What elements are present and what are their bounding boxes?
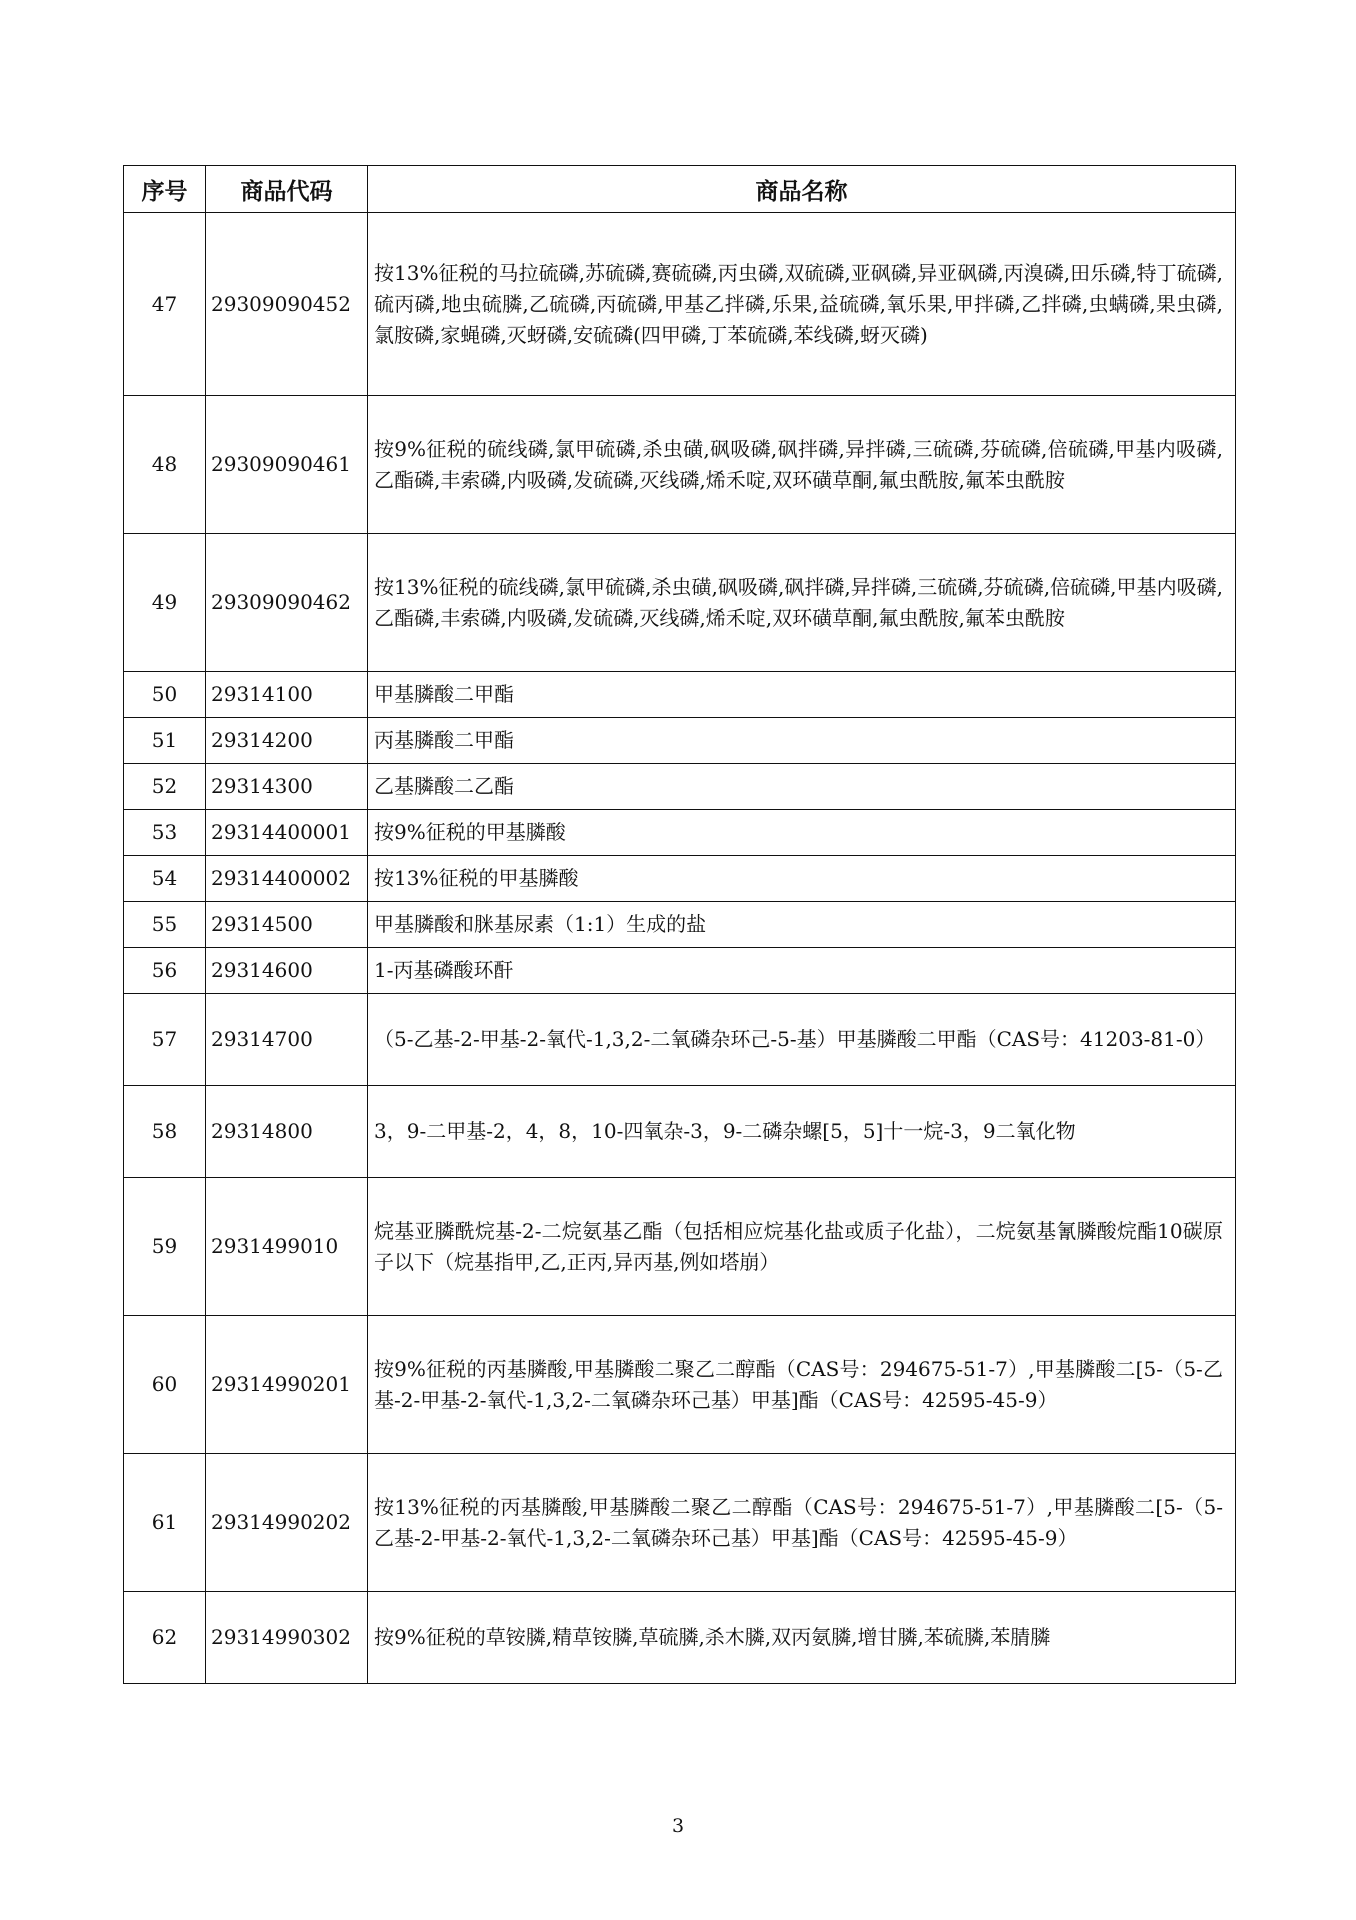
header-row bbox=[124, 166, 1236, 213]
row-name: 乙基膦酸二乙酯 bbox=[368, 764, 1236, 810]
row-name: 按9%征税的甲基膦酸 bbox=[368, 810, 1236, 856]
table-row bbox=[124, 213, 1236, 396]
table-row bbox=[124, 718, 1236, 764]
row-seq: 55 bbox=[124, 902, 206, 948]
row-seq: 60 bbox=[124, 1316, 206, 1454]
row-name: 烷基亚膦酰烷基-2-二烷氨基乙酯（包括相应烷基化盐或质子化盐），二烷氨基氰膦酸烷酯10碳原子以下（烷基指甲,乙,正丙,异丙基,例如塔崩） bbox=[368, 1178, 1236, 1316]
row-seq: 48 bbox=[124, 396, 206, 534]
table-row bbox=[124, 810, 1236, 856]
table-row bbox=[124, 1592, 1236, 1684]
row-seq: 59 bbox=[124, 1178, 206, 1316]
row-seq: 57 bbox=[124, 994, 206, 1086]
row-name: 3，9-二甲基-2，4，8，10-四氧杂-3，9-二磷杂螺[5，5]十一烷-3，9二氧化物 bbox=[368, 1086, 1236, 1178]
row-name: 按13%征税的丙基膦酸,甲基膦酸二聚乙二醇酯（CAS号：294675-51-7）,甲基膦酸二[5-（5-乙基-2-甲基-2-氧代-1,3,2-二氧磷杂环己基）甲基]酯（CAS号：42595-45-9） bbox=[368, 1454, 1236, 1592]
table-row bbox=[124, 1454, 1236, 1592]
row-seq: 47 bbox=[124, 213, 206, 396]
row-seq: 62 bbox=[124, 1592, 206, 1684]
row-code: 29314990202 bbox=[206, 1454, 368, 1592]
row-code: 29309090452 bbox=[206, 213, 368, 396]
table-row bbox=[124, 1086, 1236, 1178]
row-seq: 51 bbox=[124, 718, 206, 764]
table-row bbox=[124, 396, 1236, 534]
table-row bbox=[124, 948, 1236, 994]
row-seq: 56 bbox=[124, 948, 206, 994]
row-code: 29314990302 bbox=[206, 1592, 368, 1684]
row-code: 29314400001 bbox=[206, 810, 368, 856]
row-code: 29314400002 bbox=[206, 856, 368, 902]
row-name: 按9%征税的硫线磷,氯甲硫磷,杀虫磺,砜吸磷,砜拌磷,异拌磷,三硫磷,芬硫磷,倍硫磷,甲基内吸磷,乙酯磷,丰索磷,内吸磷,发硫磷,灭线磷,烯禾啶,双环磺草酮,氟虫酰胺,氟苯虫酰胺 bbox=[368, 396, 1236, 534]
row-code: 29314800 bbox=[206, 1086, 368, 1178]
row-seq: 52 bbox=[124, 764, 206, 810]
row-code: 29314990201 bbox=[206, 1316, 368, 1454]
row-seq: 49 bbox=[124, 534, 206, 672]
header-code: 商品代码 bbox=[206, 166, 368, 213]
row-name: 按13%征税的甲基膦酸 bbox=[368, 856, 1236, 902]
row-code: 29309090461 bbox=[206, 396, 368, 534]
table-row bbox=[124, 1316, 1236, 1454]
row-seq: 58 bbox=[124, 1086, 206, 1178]
row-name: 按13%征税的马拉硫磷,苏硫磷,赛硫磷,丙虫磷,双硫磷,亚砜磷,异亚砜磷,丙溴磷,田乐磷,特丁硫磷,硫丙磷,地虫硫膦,乙硫磷,丙硫磷,甲基乙拌磷,乐果,益硫磷,氧乐果,甲拌磷,乙拌磷,虫螨磷,果虫磷,氯胺磷,家蝇磷,灭蚜磷,安硫磷(四甲磷,丁苯硫磷,苯线磷,蚜灭磷) bbox=[368, 213, 1236, 396]
table-row bbox=[124, 534, 1236, 672]
row-name: 1-丙基磷酸环酐 bbox=[368, 948, 1236, 994]
row-seq: 61 bbox=[124, 1454, 206, 1592]
table-row bbox=[124, 902, 1236, 948]
row-name: 甲基膦酸和脒基尿素（1:1）生成的盐 bbox=[368, 902, 1236, 948]
row-code: 29314500 bbox=[206, 902, 368, 948]
row-name: 按13%征税的硫线磷,氯甲硫磷,杀虫磺,砜吸磷,砜拌磷,异拌磷,三硫磷,芬硫磷,倍硫磷,甲基内吸磷,乙酯磷,丰索磷,内吸磷,发硫磷,灭线磷,烯禾啶,双环磺草酮,氟虫酰胺,氟苯虫酰胺 bbox=[368, 534, 1236, 672]
table-row bbox=[124, 994, 1236, 1086]
row-code: 29314100 bbox=[206, 672, 368, 718]
header-name: 商品名称 bbox=[368, 166, 1236, 213]
table-row bbox=[124, 856, 1236, 902]
row-code: 29314600 bbox=[206, 948, 368, 994]
commodity-table bbox=[123, 165, 1236, 1684]
row-name: 甲基膦酸二甲酯 bbox=[368, 672, 1236, 718]
row-name: （5-乙基-2-甲基-2-氧代-1,3,2-二氧磷杂环己-5-基）甲基膦酸二甲酯（CAS号：41203-81-0） bbox=[368, 994, 1236, 1086]
header-seq: 序号 bbox=[124, 166, 206, 213]
row-name: 丙基膦酸二甲酯 bbox=[368, 718, 1236, 764]
page-number: 3 bbox=[671, 1815, 685, 1837]
row-name: 按9%征税的草铵膦,精草铵膦,草硫膦,杀木膦,双丙氨膦,增甘膦,苯硫膦,苯腈膦 bbox=[368, 1592, 1236, 1684]
table-row bbox=[124, 764, 1236, 810]
row-seq: 54 bbox=[124, 856, 206, 902]
row-code: 29314200 bbox=[206, 718, 368, 764]
row-code: 2931499010 bbox=[206, 1178, 368, 1316]
row-code: 29314300 bbox=[206, 764, 368, 810]
table-row bbox=[124, 672, 1236, 718]
table-row bbox=[124, 1178, 1236, 1316]
row-code: 29314700 bbox=[206, 994, 368, 1086]
row-seq: 53 bbox=[124, 810, 206, 856]
row-code: 29309090462 bbox=[206, 534, 368, 672]
row-seq: 50 bbox=[124, 672, 206, 718]
row-name: 按9%征税的丙基膦酸,甲基膦酸二聚乙二醇酯（CAS号：294675-51-7）,甲基膦酸二[5-（5-乙基-2-甲基-2-氧代-1,3,2-二氧磷杂环己基）甲基]酯（CAS号：42595-45-9） bbox=[368, 1316, 1236, 1454]
